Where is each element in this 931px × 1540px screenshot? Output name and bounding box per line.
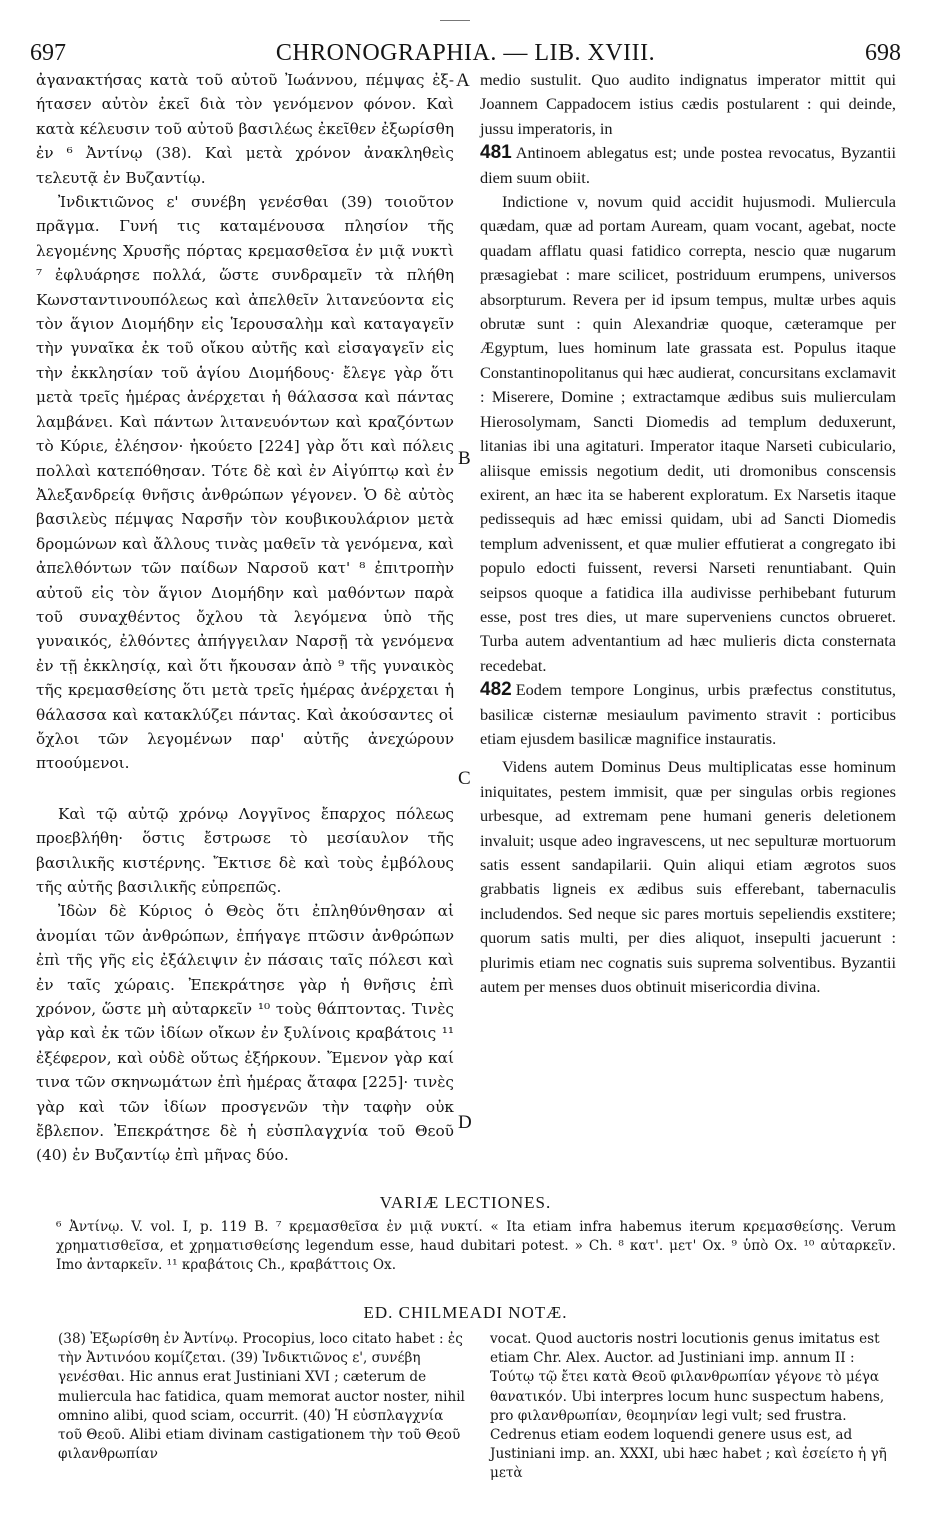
notes-title: ED. CHILMEADI NOTÆ. xyxy=(363,1303,568,1322)
margin-letter-a: A xyxy=(456,70,470,91)
greek-paragraph-2: Ἰνδικτιῶνος ε' συνέβη γενέσθαι (39) τοιοῦτον πρᾶγμα. Γυνή τις καταμένουσα πλησίον τῆς λεγομένης Χρυσῆς πόρτας κρεμασθεῖσα ἐν μιᾷ νυκτὶ ⁷ ἐφλυάρησε πολλά, ὥστε συνδραμεῖν τὰ πλήθη Κωνσταντινουπόλεως καὶ ἀπελθεῖν λιτανεύοντα εἰς τὸν ἅγιον Διομήδην εἰς Ἱερουσαλὴμ καὶ καταγαγεῖν τὴν γυναῖκα ἐκ τοῦ οἴκου αὐτῆς καὶ εἰσαγαγεῖν εἰς τὴν ἐκκλησίαν τοῦ ἁγίου Διομήδους· ἔλεγε γὰρ ὅτι μετὰ τρεῖς ἡμέρας ἀνέρχεται ἡ θάλασσα καὶ πάντας λαμβάνει. Καὶ πάντων λιτανευόντων καὶ κραζόντων τὸ Κύριε, ἐλέησον· ἠκούετο [224] γὰρ ὅτι καὶ πόλεις πολλαὶ κατεπόθησαν. Τότε δὲ καὶ ἐν Αἰγύπτῳ καὶ ἐν Ἀλεξανδρείᾳ θνῆσις ἀνθρώπων γέγονεν. Ὁ δὲ αὐτὸς βασιλεὺς πέμψας Ναρσῆν τὸν κουβικουλάριον μετὰ δρομώνων καὶ ἄλλους τινὰς μαθεῖν τὰ γενόμενα, καὶ ἀπελθόντων τῶν παίδων Ναρσοῦ κατ' ⁸ ἐπιτροπὴν αὐτοῦ εἰς τὸν ἅγιον Διομήδην καὶ μαθόντων παρὰ τοῦ συναχθέντος ὄχλου τὰ λεγόμενα ὑπὸ τῆς γυναικός, ἐλθόντες ἀπήγγειλαν Ναρσῇ τὰ γενόμενα ἐν τῇ ἐκκλησίᾳ, καὶ ὅτι ἤκουσαν ἀπὸ ⁹ τῆς γυναικὸς τῆς κρεμασθείσης ὅτι μετὰ τρεῖς ἡμέρας ἀνέρχεται ἡ θάλασσα καὶ κατακλύζει πάντας. Καὶ ἀκούσαντες οἱ ὄχλοι τῶν λεγομένων παρ' αὐτῆς ἀνεχώρουν πτοούμενοι. xyxy=(36,193,454,773)
latin-paragraph-2: Indictione v, novum quid accidit hujusmodi. Muliercula quædam, quæ ad portam Auream, quam vocant, agebat, nocte quadam afflatu quasi fatidico correpta, nescio quæ nugarum præsagiebat : mare scilicet, postriduum erumpens, universos absorpturum. Revera per id ipsum tempus, multæ urbes aquis obrutæ sunt : quin Alexandriæ quoque, cæteramque per Ægyptum, lues hominum late grassata est. Populus itaque Constantinopolitanus qui hæc audierat, concursitans exclamavit : Miserere, Domine ; extractamque ædibus suis mulierculam Hierosolymam, Sancti Diomedis ad templum deduxerunt, litanias ibi una agitaturi. Imperator itaque Narseti cubiculario, aliisque emissis negotium dedit, uti dromonibus conscensis exirent, an hæc ita se haberent exploratum. Ex Narsetis itaque pedissequis ad hæc emissi quidam, ubi ad Sancti Diomedis templum advenissent, et quæ mulier effutierat a congregato ibi populo edocti fuissent, reversi Narseti renuntiabant. Quin seipsos quoque a fatidica illa audivisse perhibebant futurum esse, post tres dies, ut mare superveniens cunctos obrueret. Turba autem adventantium ad hæc mulieris dicta consternata recedebat. xyxy=(480,192,896,675)
top-rule xyxy=(440,20,470,21)
section-number-481: 481 xyxy=(480,142,512,164)
page-number-left: 697 xyxy=(30,40,66,66)
greek-column xyxy=(36,68,454,1168)
latin-paragraph-1b-text: Antinoem ablegatus est; unde postea revocatus, Byzantii diem suum obiit. xyxy=(480,143,896,187)
notes-left-column: (38) Ἐξωρίσθη ἐν Ἀντίνῳ. Procopius, loco citato habet : ἐς τὴν Ἀντινόου κομίζεται. (39) Ἰνδικτιῶνος ε', συνέβη γενέσθαι. Hic annus erat Justiniani XVI ; cæterum de muliercula hac fatidica, quam memorat auctor noster, nihil omnino alibi, quod sciam, occurrit. (40) Ἡ εὐσπλαγχνία τοῦ Θεοῦ. Alibi etiam divinam castigationem τὴν τοῦ Θεοῦ φιλανθρωπίαν xyxy=(58,1331,465,1463)
variae-lectiones-text: ⁶ Ἀντίνῳ. V. vol. I, p. 119 B. ⁷ κρεμασθεῖσα ἐν μιᾷ νυκτί. « Ita etiam infra habemus iterum κρεμασθείσης. Verum χρηματισθεῖσα, et χρηματισθείσης legendum esse, haud dubitari potest. » Ch. ⁸ κατ'. μετ' Ox. ⁹ ὑπὸ Ox. ¹⁰ αὐταρκεῖν. Imo ἀνταρκεῖν. ¹¹ κραβάτοις Ch., κραβάττοις Ox. xyxy=(56,1219,896,1273)
running-title: CHRONOGRAPHIA. — LIB. XVIII. xyxy=(275,40,656,66)
greek-paragraph-3: Καὶ τῷ αὐτῷ χρόνῳ Λογγῖνος ἔπαρχος πόλεως προεβλήθη· ὅστις ἔστρωσε τὸ μεσίαυλον τῆς βασιλικῆς κιστέρνης. Ἔκτισε δὲ καὶ τοὺς ἐμβόλους τῆς αὐτῆς βασιλικῆς εὐπρεπῶς. xyxy=(36,804,454,896)
greek-paragraph-1: ἀγανακτήσας κατὰ τοῦ αὐτοῦ Ἰωάννου, πέμψας ἐξ-ήτασεν αὐτὸν ἐκεῖ διὰ τὸν γενόμενον φόνον. Καὶ κατὰ κέλευσιν τοῦ αὐτοῦ βασιλέως ἐκεῖθεν ἐξωρίσθη ἐν ⁶ Ἀντίνῳ (38). Καὶ μετὰ χρόνον ἀνακληθεὶς τελευτᾷ ἐν Βυζαντίῳ. xyxy=(36,71,454,187)
margin-letter-b: B xyxy=(458,448,471,469)
latin-paragraph-3 xyxy=(480,678,896,751)
latin-paragraph-4: Videns autem Dominus Deus multiplicatas esse hominum iniquitates, pestem immisit, quæ per singulas orbis regiones urbesque, ad extremam pene humani generis deletionem invaluit; usque adeo ingravescens, ut nec sepulturæ mortuorum satis essent sandapilarii. Quin aliqui etiam ægrotos suos grabbatis ligneis ex ædibus suis efferebant, tabernaculis includendos. Sed neque sic pares mortuis sepeliendis exstitere; quorum satis multi, per dies aliquot, insepulti jacuerunt : plurimis etiam nec cognatis suis suprema solventibus. Byzantii autem per menses duos obtinuit misericordia divina. xyxy=(480,757,896,997)
spacer xyxy=(36,776,454,802)
notes-right-column: vocat. Quod auctoris nostri locutionis genus imitatus est etiam Chr. Alex. Auctor. ad Justiniani imp. annum II : Τούτῳ τῷ ἔτει κατὰ Θεοῦ φιλανθρωπίαν γέγονε τὸ μέγα θανατικόν. Ubi interpres locum hunc suspectum habens, pro φιλανθρωπίαν, θεομηνίαν legi vult; sed frustra. Cedrenus etiam eodem loquendi genere usus est, ad Justiniani imp. an. XXXI, ubi hæc habet ; καὶ ἐσείετο ἡ γῆ μετὰ xyxy=(490,1331,887,1482)
latin-paragraph-3-text: Eodem tempore Longinus, urbis præfectus constitutus, basilicæ cisternæ mesiaulum pavimento stravit : porticibus etiam ejusdem basilicæ magnifice instauratis. xyxy=(480,680,896,748)
variae-lectiones-title: VARIÆ LECTIONES. xyxy=(379,1193,552,1212)
latin-column xyxy=(480,68,896,999)
margin-letter-c: C xyxy=(458,768,471,789)
latin-paragraph-1b xyxy=(480,141,896,190)
section-number-482: 482 xyxy=(480,679,512,701)
greek-paragraph-4: Ἰδὼν δὲ Κύριος ὁ Θεὸς ὅτι ἐπληθύνθησαν αἱ ἀνομίαι τῶν ἀνθρώπων, ἐπήγαγε πτῶσιν ἀνθρώπων ἐπὶ τῆς γῆς εἰς ἐξάλειψιν ἐν πάσαις ταῖς πόλεσι καὶ ἐν ταῖς χώραις. Ἐπεκράτησε γὰρ ἡ θνῆσις ἐπὶ χρόνον, ὥστε μὴ αὐταρκεῖν ¹⁰ τοὺς θάπτοντας. Τινὲς γὰρ καὶ ἐκ τῶν ἰδίων οἴκων ἐν ξυλίνοις κραβάτοις ¹¹ ἐξέφερον, καὶ οὐδὲ οὕτως ἐξήρκουν. Ἔμενον γὰρ καί τινα τῶν σκηνωμάτων ἐπὶ ἡμέρας ἄταφα [225]· τινὲς γὰρ καὶ τῶν ἰδίων προσγενῶν τὴν ταφὴν οὐκ ἔβλεπον. Ἐπεκράτησε δὲ ἡ εὐσπλαγχνία τοῦ Θεοῦ (40) ἐν Βυζαντίῳ ἐπὶ μῆνας δύο. xyxy=(36,902,454,1165)
page-number-right: 698 xyxy=(865,40,901,66)
margin-letter-d: D xyxy=(458,1112,472,1133)
latin-paragraph-1: medio sustulit. Quo audito indignatus imperator mittit qui Joannem Cappadocem istius cædis postularent : qui deinde, jussu imperatoris, in xyxy=(480,70,896,138)
